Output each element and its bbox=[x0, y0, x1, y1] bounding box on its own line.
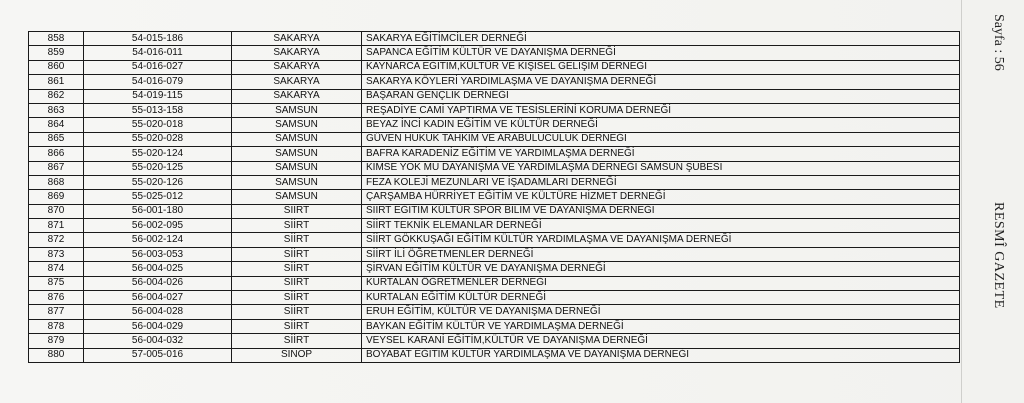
association-name-cell: KURTALAN EĞİTİM KÜLTÜR DERNEĞİ bbox=[362, 291, 960, 305]
table-row bbox=[29, 276, 960, 290]
registry-code-cell: 55-025-012 bbox=[84, 190, 232, 204]
table-row bbox=[29, 219, 960, 233]
table-row bbox=[29, 60, 960, 74]
association-name-cell: SAKARYA KÖYLERİ YARDIMLAŞMA VE DAYANIŞMA DERNEĞİ bbox=[362, 75, 960, 89]
city-cell: SAKARYA bbox=[232, 32, 362, 46]
city-cell: SAMSUN bbox=[232, 103, 362, 117]
row-number-cell: 863 bbox=[29, 103, 84, 117]
city-cell: SAMSUN bbox=[232, 132, 362, 146]
city-cell: SAMSUN bbox=[232, 161, 362, 175]
city-cell: SAKARYA bbox=[232, 89, 362, 103]
row-number-cell: 866 bbox=[29, 147, 84, 161]
association-name-cell: KURTALAN ÖĞRETMENLER DERNEĞİ bbox=[362, 276, 960, 290]
association-name-cell: GÜVEN HUKUK TAHKİM VE ARABULUCULUK DERNEĞİ bbox=[362, 132, 960, 146]
table-row bbox=[29, 103, 960, 117]
table-row bbox=[29, 46, 960, 60]
city-cell: SAMSUN bbox=[232, 190, 362, 204]
table-row bbox=[29, 147, 960, 161]
association-name-cell: SİİRT TEKNİK ELEMANLAR DERNEĞİ bbox=[362, 219, 960, 233]
association-name-cell: BAYKAN EĞİTİM KÜLTÜR VE YARDIMLAŞMA DERNEĞİ bbox=[362, 319, 960, 333]
row-number-cell: 873 bbox=[29, 247, 84, 261]
city-cell: SAKARYA bbox=[232, 60, 362, 74]
city-cell: SİİRT bbox=[232, 305, 362, 319]
association-name-cell: BOYABAT EĞİTİM KÜLTÜR YARDIMLAŞMA VE DAYANIŞMA DERNEĞİ bbox=[362, 348, 960, 362]
city-cell: SİİRT bbox=[232, 276, 362, 290]
registry-code-cell: 54-019-115 bbox=[84, 89, 232, 103]
registry-code-cell: 57-005-016 bbox=[84, 348, 232, 362]
association-name-cell: REŞADİYE CAMİ YAPTIRMA VE TESİSLERİNİ KORUMA DERNEĞİ bbox=[362, 103, 960, 117]
registry-code-cell: 55-020-125 bbox=[84, 161, 232, 175]
association-list-table bbox=[28, 31, 960, 363]
page-number: Sayfa : 56 bbox=[991, 14, 1006, 71]
row-number-cell: 868 bbox=[29, 175, 84, 189]
table-row bbox=[29, 348, 960, 362]
table-row bbox=[29, 204, 960, 218]
table-row bbox=[29, 305, 960, 319]
table-row bbox=[29, 118, 960, 132]
association-name-cell: BEYAZ İNCİ KADIN EĞİTİM VE KÜLTÜR DERNEĞİ bbox=[362, 118, 960, 132]
gazette-title: RESMÎ GAZETE bbox=[991, 202, 1006, 309]
city-cell: SİNOP bbox=[232, 348, 362, 362]
table-row bbox=[29, 319, 960, 333]
table-row bbox=[29, 291, 960, 305]
row-number-cell: 870 bbox=[29, 204, 84, 218]
registry-code-cell: 55-020-124 bbox=[84, 147, 232, 161]
association-name-cell: BAFRA KARADENİZ EĞİTİM VE YARDIMLAŞMA DERNEĞİ bbox=[362, 147, 960, 161]
city-cell: SİİRT bbox=[232, 219, 362, 233]
row-number-cell: 862 bbox=[29, 89, 84, 103]
city-cell: SİİRT bbox=[232, 319, 362, 333]
table-row bbox=[29, 334, 960, 348]
registry-code-cell: 56-002-124 bbox=[84, 233, 232, 247]
city-cell: SAMSUN bbox=[232, 118, 362, 132]
city-cell: SAKARYA bbox=[232, 75, 362, 89]
registry-code-cell: 56-004-032 bbox=[84, 334, 232, 348]
registry-code-cell: 55-020-018 bbox=[84, 118, 232, 132]
margin-divider bbox=[961, 0, 962, 403]
association-name-cell: SİİRT İLİ ÖĞRETMENLER DERNEĞİ bbox=[362, 247, 960, 261]
association-name-cell: SAPANCA EĞİTİM KÜLTÜR VE DAYANIŞMA DERNEĞİ bbox=[362, 46, 960, 60]
registry-code-cell: 56-004-026 bbox=[84, 276, 232, 290]
table-row bbox=[29, 161, 960, 175]
row-number-cell: 864 bbox=[29, 118, 84, 132]
association-name-cell: FEZA KOLEJİ MEZUNLARI VE İŞADAMLARI DERNEĞİ bbox=[362, 175, 960, 189]
association-name-cell: BAŞARAN GENÇLİK DERNEĞİ bbox=[362, 89, 960, 103]
row-number-cell: 871 bbox=[29, 219, 84, 233]
city-cell: SİİRT bbox=[232, 247, 362, 261]
association-name-cell: KİMSE YOK MU DAYANIŞMA VE YARDIMLAŞMA DERNEĞİ SAMSUN ŞUBESİ bbox=[362, 161, 960, 175]
row-number-cell: 869 bbox=[29, 190, 84, 204]
table-row bbox=[29, 262, 960, 276]
association-name-cell: ÇARŞAMBA HÜRRİYET EĞİTİM VE KÜLTÜRE HİZMET DERNEĞİ bbox=[362, 190, 960, 204]
association-name-cell: KAYNARCA EĞİTİM,KÜLTÜR VE KİŞİSEL GELİŞİM DERNEĞİ bbox=[362, 60, 960, 74]
registry-code-cell: 56-001-180 bbox=[84, 204, 232, 218]
city-cell: SAKARYA bbox=[232, 46, 362, 60]
table-row bbox=[29, 233, 960, 247]
registry-code-cell: 55-020-126 bbox=[84, 175, 232, 189]
registry-code-cell: 56-003-053 bbox=[84, 247, 232, 261]
row-number-cell: 859 bbox=[29, 46, 84, 60]
city-cell: SİİRT bbox=[232, 262, 362, 276]
city-cell: SİİRT bbox=[232, 204, 362, 218]
row-number-cell: 867 bbox=[29, 161, 84, 175]
registry-code-cell: 56-002-095 bbox=[84, 219, 232, 233]
row-number-cell: 874 bbox=[29, 262, 84, 276]
row-number-cell: 872 bbox=[29, 233, 84, 247]
city-cell: SİİRT bbox=[232, 334, 362, 348]
city-cell: SİİRT bbox=[232, 233, 362, 247]
registry-code-cell: 54-016-079 bbox=[84, 75, 232, 89]
registry-code-cell: 56-004-025 bbox=[84, 262, 232, 276]
row-number-cell: 879 bbox=[29, 334, 84, 348]
table-row bbox=[29, 75, 960, 89]
registry-code-cell: 56-004-027 bbox=[84, 291, 232, 305]
table-row bbox=[29, 89, 960, 103]
association-name-cell: SAKARYA EĞİTİMCİLER DERNEĞİ bbox=[362, 32, 960, 46]
row-number-cell: 861 bbox=[29, 75, 84, 89]
row-number-cell: 877 bbox=[29, 305, 84, 319]
registry-code-cell: 56-004-028 bbox=[84, 305, 232, 319]
row-number-cell: 860 bbox=[29, 60, 84, 74]
row-number-cell: 875 bbox=[29, 276, 84, 290]
table-body bbox=[29, 32, 960, 363]
association-list-table-wrap bbox=[28, 31, 959, 363]
table-row bbox=[29, 175, 960, 189]
association-name-cell: ERUH EĞİTİM, KÜLTÜR VE DAYANIŞMA DERNEĞİ bbox=[362, 305, 960, 319]
table-row bbox=[29, 132, 960, 146]
association-name-cell: SİİRT EĞİTİM KÜLTÜR SPOR BİLİM VE DAYANIŞMA DERNEĞİ bbox=[362, 204, 960, 218]
row-number-cell: 858 bbox=[29, 32, 84, 46]
registry-code-cell: 55-020-028 bbox=[84, 132, 232, 146]
city-cell: SİİRT bbox=[232, 291, 362, 305]
table-row bbox=[29, 190, 960, 204]
association-name-cell: VEYSEL KARANİ EĞİTİM,KÜLTÜR VE DAYANIŞMA DERNEĞİ bbox=[362, 334, 960, 348]
registry-code-cell: 54-016-011 bbox=[84, 46, 232, 60]
row-number-cell: 876 bbox=[29, 291, 84, 305]
table-row bbox=[29, 247, 960, 261]
registry-code-cell: 55-013-158 bbox=[84, 103, 232, 117]
table-row bbox=[29, 32, 960, 46]
registry-code-cell: 54-016-027 bbox=[84, 60, 232, 74]
city-cell: SAMSUN bbox=[232, 147, 362, 161]
registry-code-cell: 54-015-186 bbox=[84, 32, 232, 46]
row-number-cell: 880 bbox=[29, 348, 84, 362]
association-name-cell: SİİRT GÖKKUŞAĞI EĞİTİM KÜLTÜR YARDIMLAŞMA VE DAYANIŞMA DERNEĞİ bbox=[362, 233, 960, 247]
row-number-cell: 878 bbox=[29, 319, 84, 333]
association-name-cell: ŞİRVAN EĞİTİM KÜLTÜR VE DAYANIŞMA DERNEĞİ bbox=[362, 262, 960, 276]
registry-code-cell: 56-004-029 bbox=[84, 319, 232, 333]
row-number-cell: 865 bbox=[29, 132, 84, 146]
city-cell: SAMSUN bbox=[232, 175, 362, 189]
